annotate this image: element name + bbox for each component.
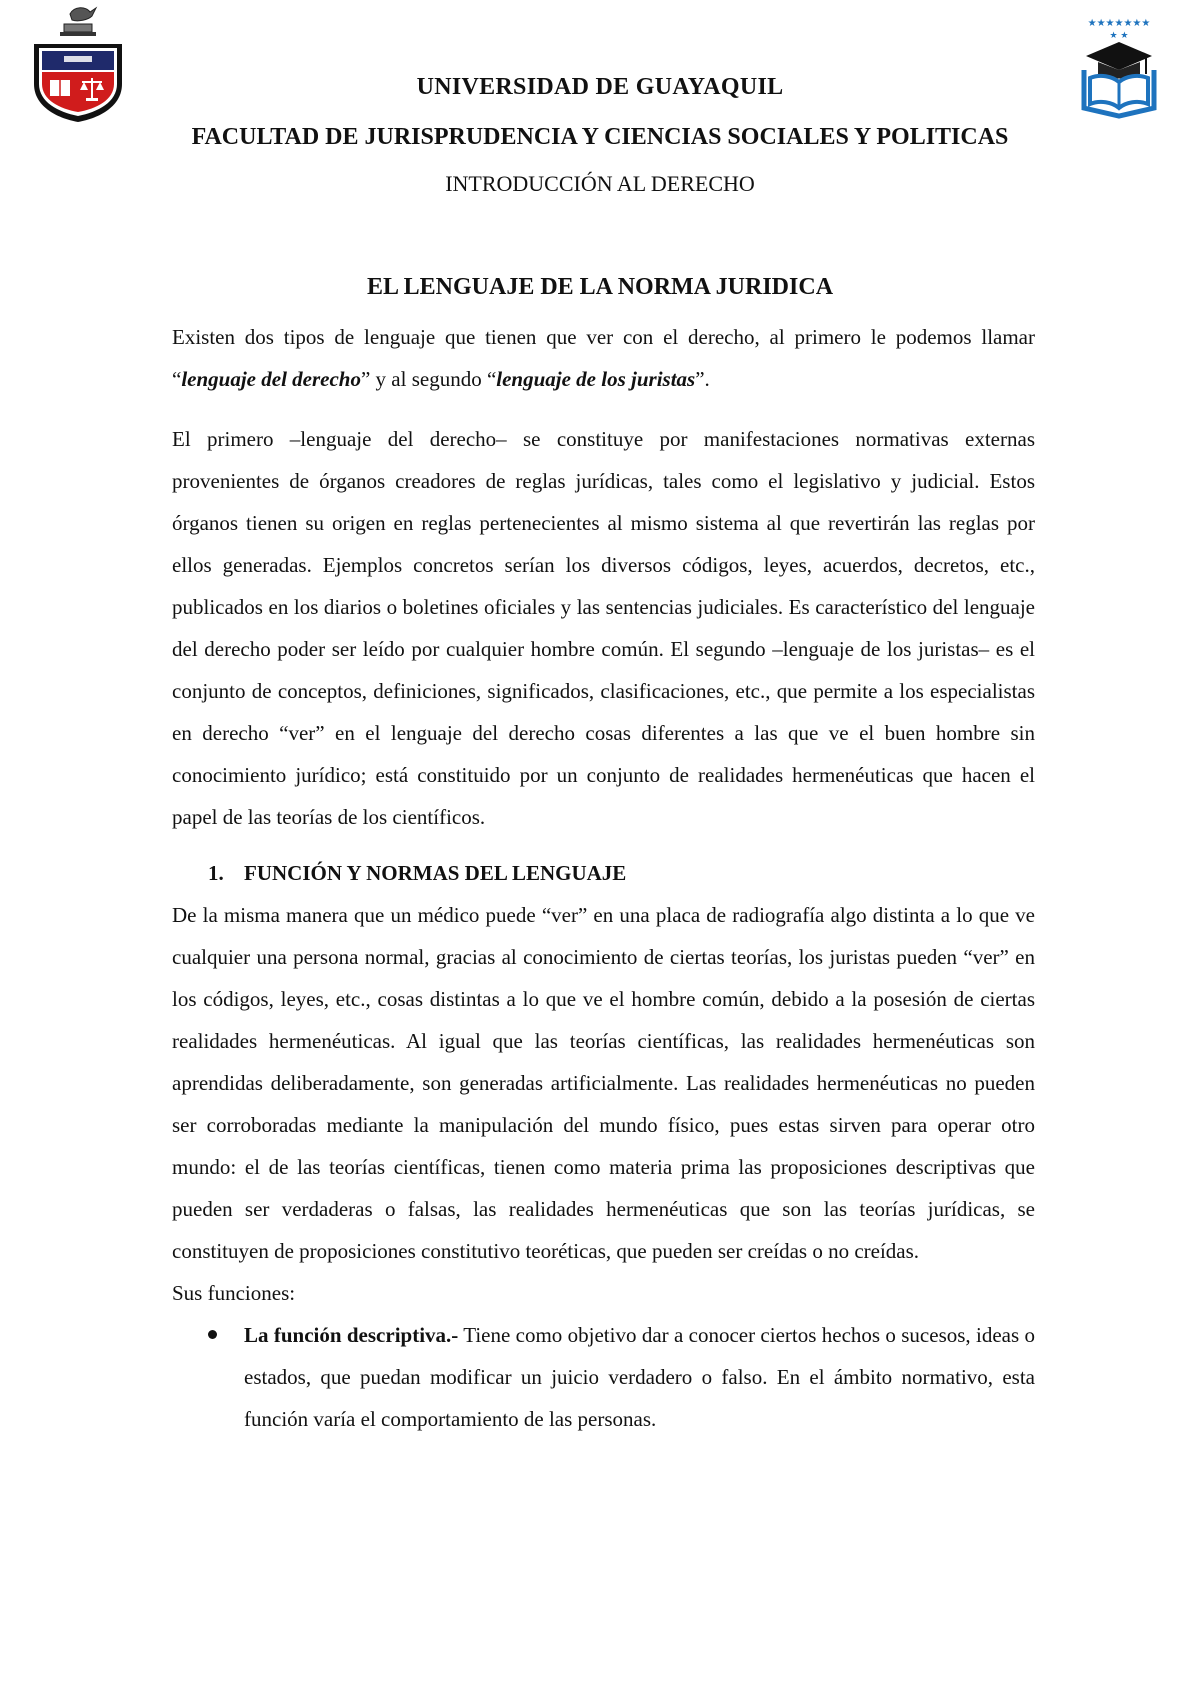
paragraph-lenguaje-del-derecho: El primero –lenguaje del derecho– se constituye por manifestaciones normativas externas provenientes de órganos creadores de reglas jurídicas, tales como el legislativo y judicial. Estos órganos tienen su origen en reglas pertenecientes al mismo sistema al que revertirán las reglas por ellos generadas. Ejemplos concretos serían los diversos códigos, leyes, acuerdos, decretos, etc., publicados en los diarios o boletines oficiales y las sentencias judiciales. Es característico del lenguaje del derecho poder ser leído por cualquier hombre común. El segundo –lenguaje de los juristas– es el conjunto de conceptos, definiciones, significados, clasificaciones, etc., que permite a los especialistas en derecho “ver” en el lenguaje del derecho cosas diferentes a las que ve el buen hombre sin conocimiento jurídico; está constituido por un conjunto de realidades hermenéuticas que hacen el papel de las teorías de los científicos. [172, 427, 1035, 829]
svg-text:★ ★: ★ ★ [1109, 31, 1129, 41]
term-lenguaje-del-derecho: lenguaje del derecho [181, 367, 361, 391]
course-name: INTRODUCCIÓN AL DERECHO [445, 171, 755, 196]
document-title: EL LENGUAJE DE LA NORMA JURIDICA [366, 274, 834, 300]
university-name: UNIVERSIDAD DE GUAYAQUIL [416, 74, 784, 100]
mortarboard-book-logo [1078, 12, 1160, 120]
section-heading [172, 852, 1035, 894]
svg-text:★★★★★★★: ★★★★★★★ [1087, 18, 1151, 29]
document-body [172, 316, 1035, 1440]
functions-label: Sus funciones: [172, 1281, 296, 1305]
faculty-name: FACULTAD DE JURISPRUDENCIA Y CIENCIAS SOCIALES Y POLITICAS [191, 124, 1009, 150]
bullet-term: La función descriptiva.- [244, 1323, 459, 1347]
section-number: 1. [208, 861, 224, 885]
intro-text-after: ”. [695, 367, 710, 391]
bullet-text: Tiene como objetivo dar a conocer ciertos hechos o sucesos, ideas o estados, que puedan modificar un juicio verdadero o falso. En el ámbito normativo, esta función varía el comportamiento de las personas. [244, 1323, 1035, 1431]
intro-paragraph [172, 316, 1035, 400]
functions-list [172, 1314, 1035, 1440]
intro-text-before: Existen dos tipos de lenguaje que tienen que ver con el derecho, al primero le podemos llamar “ [172, 325, 1035, 391]
section-body-paragraph: De la misma manera que un médico puede “ver” en una placa de radiografía algo distinta a lo que ve cualquier una persona normal, gracias al conocimiento de ciertas teorías, los juristas pueden “ver” en los códigos, leyes, etc., cosas distintas a lo que ve el hombre común, debido a la posesión de ciertas realidades hermenéuticas. Al igual que las teorías científicas, las realidades hermenéuticas son aprendidas deliberadamente, son generadas artificialmente. Las realidades hermenéuticas no pueden ser corroboradas mediante la manipulación del mundo físico, pues estas sirven para operar otro mundo: el de las teorías científicas, tienen como materia prima las proposiciones descriptivas que pueden ser verdaderas o falsas, las realidades hermenéuticas que son las teorías jurídicas, se constituyen de proposiciones constitutivo teoréticas, que pueden ser creídas o no creídas. [172, 903, 1035, 1263]
list-item [172, 1314, 1035, 1440]
intro-text-middle: ” y al segundo “ [360, 367, 497, 391]
section-heading-text: FUNCIÓN Y NORMAS DEL LENGUAJE [244, 861, 627, 885]
faculty-shield-logo [30, 4, 126, 124]
bullet-icon [208, 1330, 217, 1339]
term-lenguaje-de-los-juristas: lenguaje de los juristas [496, 367, 696, 391]
